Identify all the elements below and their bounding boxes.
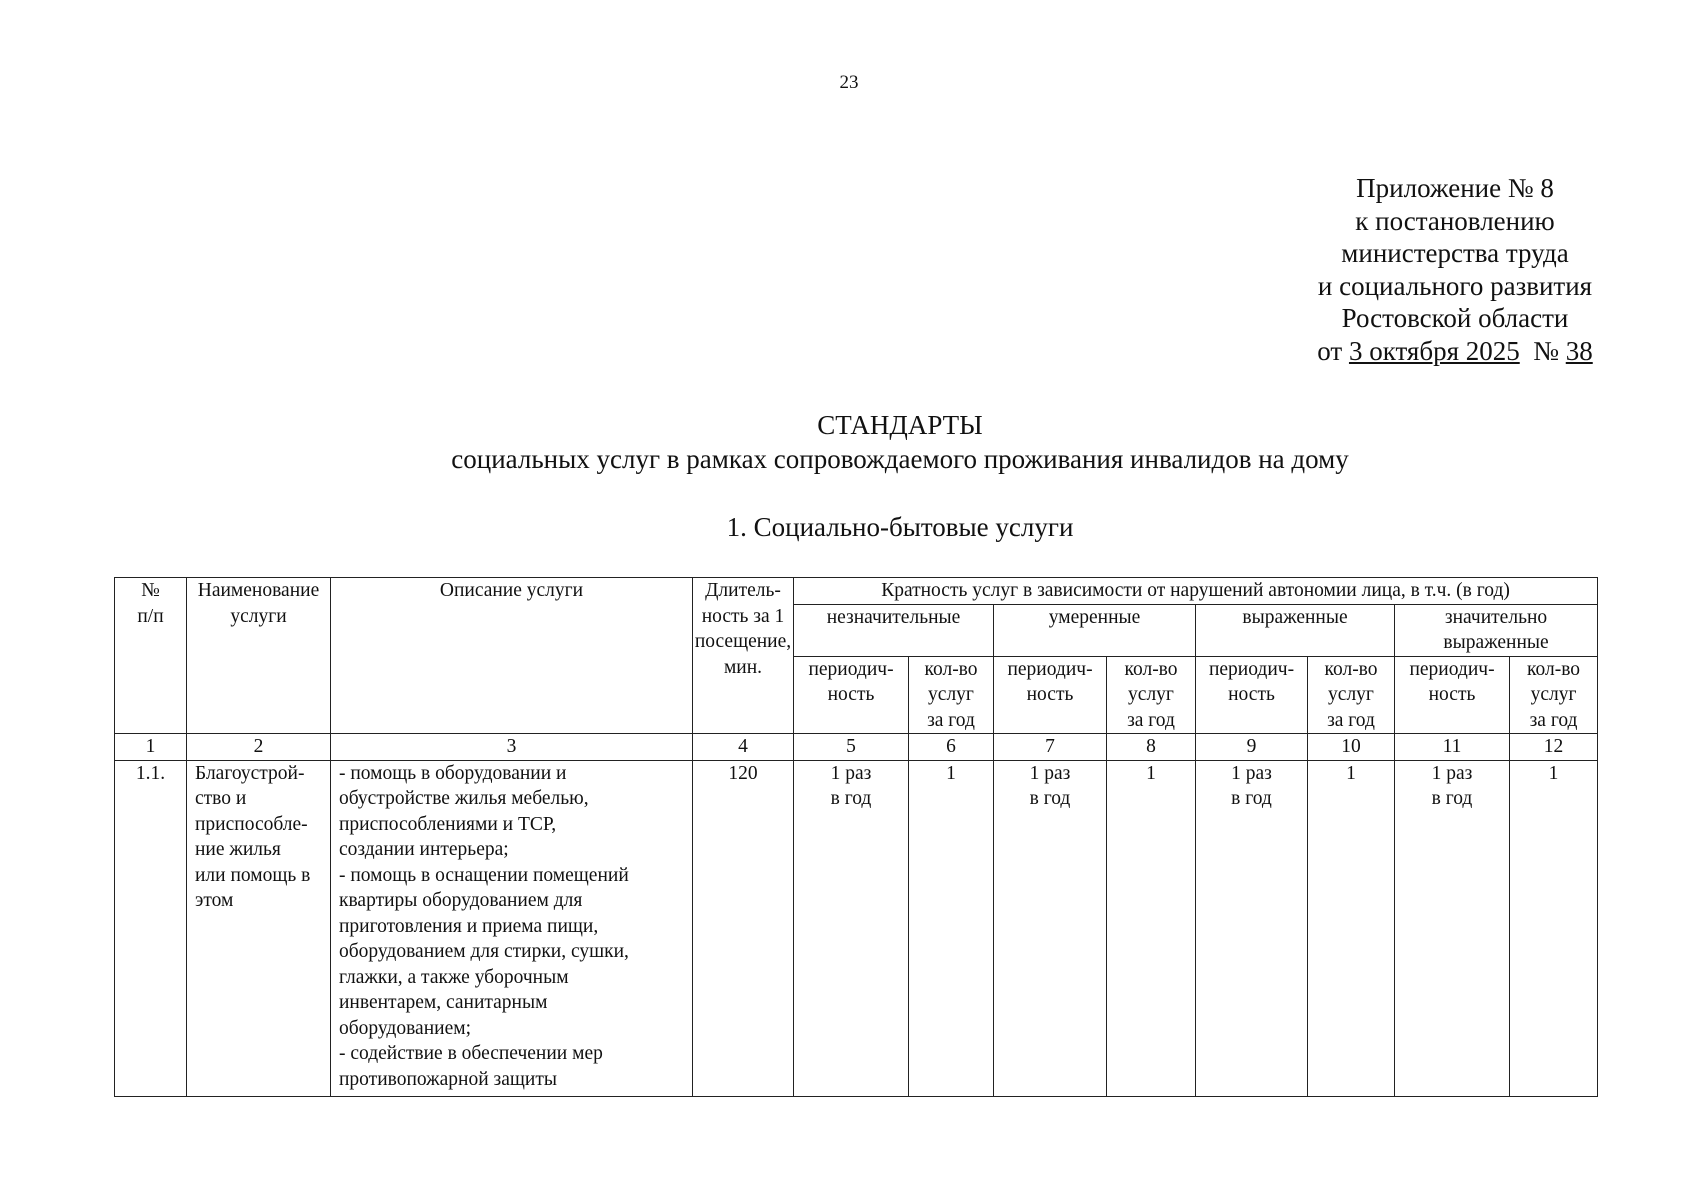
group-text: выраженные (1242, 606, 1348, 628)
h: за год (1127, 709, 1175, 731)
date-prefix: от (1317, 335, 1343, 366)
appendix-line: Ростовской области (1341, 303, 1569, 333)
header-text: мин. (723, 656, 763, 678)
document-subtitle: социальных услуг в рамках сопровождаемого проживания инвалидов на дому (451, 444, 1349, 474)
column-number: 9 (1196, 734, 1308, 761)
header-count (1510, 656, 1598, 734)
t: 1 раз (830, 762, 872, 784)
appendix-block (1280, 172, 1630, 367)
h: ность (1026, 684, 1074, 705)
row-count: 1 (1107, 760, 1196, 1096)
column-number: 12 (1510, 734, 1598, 761)
t: - помощь в оснащении помещений (339, 864, 629, 886)
page-number: 23 (839, 72, 859, 93)
t: в год (1231, 788, 1272, 809)
h: ность (1228, 684, 1275, 705)
header-text: № (141, 580, 160, 601)
h: за год (1529, 709, 1578, 731)
t: в год (1029, 788, 1071, 809)
header-text: услуги (230, 605, 287, 627)
t: приготовления и приема пищи, (339, 915, 599, 937)
t: глажки, а также уборочным (339, 966, 569, 988)
header-periodicity (794, 656, 909, 734)
h: услуг (1530, 684, 1577, 705)
t: приспособлениями и ТСР, (339, 813, 557, 835)
header-periodicity (1196, 656, 1308, 734)
header-duration (693, 578, 794, 734)
h: периодич- (1208, 658, 1295, 680)
t: обустройстве жилья мебелью, (339, 788, 589, 809)
t: создании интерьера; (339, 839, 509, 860)
t: ние жилья (195, 839, 281, 860)
row-service-name (187, 760, 331, 1096)
t: этом (195, 890, 234, 911)
column-number: 11 (1395, 734, 1510, 761)
header-num (115, 578, 187, 734)
h: периодич- (1409, 658, 1495, 680)
header-text: Длитель- (705, 580, 781, 601)
group-expressed (1196, 604, 1395, 656)
t: оборудованием; (339, 1017, 471, 1039)
header-count (1308, 656, 1395, 734)
appendix-date-line (1280, 335, 1630, 368)
t: - содействие в обеспечении мер (339, 1043, 603, 1064)
column-number: 10 (1308, 734, 1395, 761)
group-text: значительно (1444, 606, 1548, 628)
h: ность (1428, 684, 1476, 705)
column-number: 5 (794, 734, 909, 761)
h: за год (1327, 709, 1375, 731)
column-number: 4 (693, 734, 794, 761)
header-count (909, 656, 994, 734)
group-text: умеренные (1048, 606, 1141, 628)
header-periodicity (1395, 656, 1510, 734)
decree-number: 38 (1565, 335, 1593, 366)
row-count: 1 (1510, 760, 1598, 1096)
h: кол-во (1124, 658, 1178, 680)
column-number: 7 (994, 734, 1107, 761)
h: за год (927, 709, 975, 731)
column-number: 6 (909, 734, 994, 761)
header-frequency: Кратность услуг в зависимости от нарушений автономии лица, в т.ч. (в год) (794, 578, 1598, 605)
t: 1 раз (1431, 762, 1473, 784)
h: периодич- (808, 658, 894, 680)
t: квартиры оборудованием для (339, 890, 583, 911)
h: кол-во (1527, 658, 1581, 680)
t: ство и (195, 788, 247, 809)
number-prefix: № (1533, 335, 1559, 366)
table-row (115, 760, 1598, 1096)
column-number: 3 (331, 734, 693, 761)
row-duration: 120 (693, 760, 794, 1096)
header-text: посещение, (694, 631, 792, 652)
h: кол-во (1324, 658, 1378, 680)
document-title-block (360, 408, 1440, 476)
header-row (115, 578, 1598, 605)
row-num: 1.1. (115, 760, 187, 1096)
row-periodicity (1395, 760, 1510, 1096)
h: услуг (1128, 684, 1174, 705)
h: услуг (1328, 684, 1374, 705)
column-number: 8 (1107, 734, 1196, 761)
t: 1 раз (1029, 762, 1071, 784)
row-periodicity (794, 760, 909, 1096)
appendix-line: министерства труда (1341, 238, 1569, 268)
header-name (187, 578, 331, 734)
h: кол-во (924, 658, 978, 680)
header-text: ность за 1 (701, 605, 785, 627)
t: инвентарем, санитарным (339, 992, 548, 1013)
t: Благоустрой- (195, 762, 305, 784)
t: или помощь в (195, 864, 311, 886)
row-periodicity (1196, 760, 1308, 1096)
appendix-line: и социального развития (1317, 270, 1593, 301)
group-significant (1395, 604, 1598, 656)
standards-table (114, 577, 1598, 1097)
row-count: 1 (909, 760, 994, 1096)
h: услуг (928, 684, 974, 705)
h: ность (827, 684, 875, 705)
t: в год (830, 788, 872, 809)
row-count: 1 (1308, 760, 1395, 1096)
header-periodicity (994, 656, 1107, 734)
group-text: незначительные (826, 606, 961, 628)
header-count (1107, 656, 1196, 734)
t: приспособле- (195, 813, 308, 835)
column-number: 2 (187, 734, 331, 761)
row-periodicity (994, 760, 1107, 1096)
t: оборудованием для стирки, сушки, (339, 941, 629, 962)
column-number: 1 (115, 734, 187, 761)
decree-date: 3 октября 2025 (1348, 335, 1520, 366)
header-description: Описание услуги (331, 578, 693, 734)
appendix-line: Приложение № 8 (1356, 173, 1554, 203)
column-numbers-row (115, 734, 1598, 761)
section-title: 1. Социально-бытовые услуги (726, 512, 1074, 542)
t: противопожарной защиты (339, 1068, 557, 1090)
row-description (331, 760, 693, 1096)
header-text: п/п (137, 605, 164, 627)
header-text: Наименование (197, 580, 320, 601)
group-minor (794, 604, 994, 656)
h: периодич- (1007, 658, 1093, 680)
t: в год (1431, 788, 1473, 809)
group-text: выраженные (1443, 632, 1549, 653)
group-moderate (994, 604, 1196, 656)
t: 1 раз (1231, 762, 1272, 784)
document-title: СТАНДАРТЫ (817, 410, 983, 440)
appendix-line: к постановлению (1355, 205, 1555, 236)
t: - помощь в оборудовании и (339, 762, 567, 784)
